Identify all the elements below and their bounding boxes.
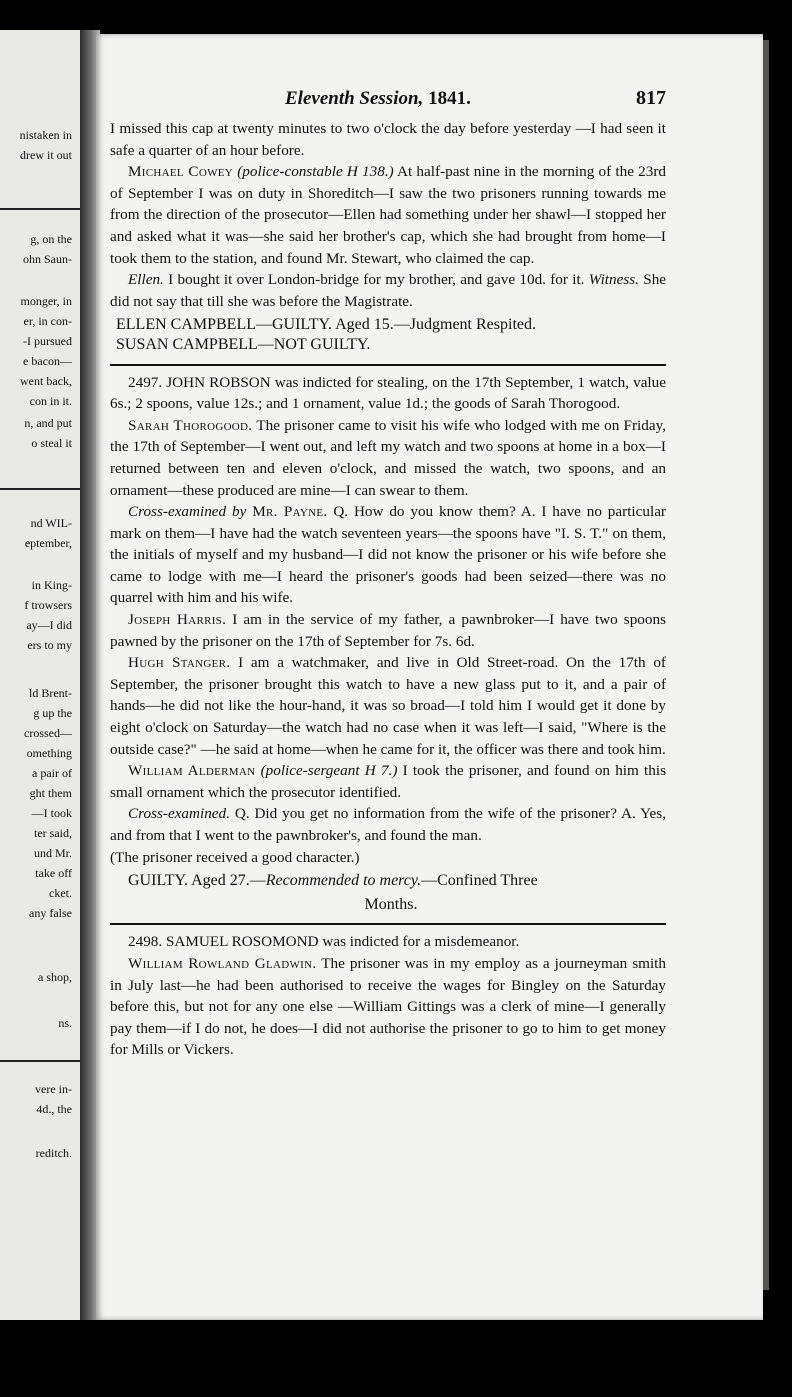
case1-paragraph: I missed this cap at twenty minutes to two o'clock the day before yesterday —I had seen it safe a quarter of an hour before.	[110, 120, 666, 159]
facing-page-fragment: ns.	[58, 1016, 72, 1030]
facing-page-rule	[0, 488, 80, 490]
case2-witness-stanger: Hugh Stanger. I am a watchmaker, and live in Old Street-road. On the 17th of September, the prisoner brought this watch to have a new glass put to it, and a pair of hands—he did not like the hour-hand, it was so broad—I told him I would get it done by eight o'clock on Saturday—the watch had no case when it was left—I said, "Where is the outside case?" —he said at home—when he came for it, the officer was there and took him.	[110, 654, 666, 758]
facing-page-fragment: crossed—	[24, 726, 72, 740]
facing-page-fragment: —I took	[31, 806, 72, 820]
facing-page-fragment: ter said,	[34, 826, 72, 840]
facing-page-fragment: reditch.	[35, 1146, 72, 1160]
case2-witness-alderman: William Alderman (police-sergeant H 7.) I took the prisoner, and found on him this small ornament which the prosecutor identified.	[110, 762, 666, 801]
page-number: 817	[636, 87, 666, 109]
facing-page-fragment: went back,	[20, 374, 72, 388]
facing-page-fragment: ers to my	[27, 638, 72, 652]
case-divider	[110, 364, 666, 366]
facing-page-fragment: n, and put	[24, 416, 72, 430]
facing-page-rule	[0, 208, 80, 210]
facing-page-fragment: f trowsers	[24, 598, 72, 612]
facing-page-fragment: drew it out	[20, 148, 72, 162]
facing-page-fragment: eptember,	[24, 536, 72, 550]
facing-page-fragment: ld Brent-	[29, 686, 72, 700]
case2-indictment: 2497. JOHN ROBSON was indicted for stealing, on the 17th September, 1 watch, value 6s.; 2 spoons, value 12s.; and 1 ornament, value 1d.; the goods of Sarah Thorogood.	[110, 373, 666, 413]
facing-page-fragment: nd WIL-	[30, 516, 72, 530]
facing-page-fragment: any false	[29, 906, 72, 920]
verdict-susan: SUSAN CAMPBELL—NOT GUILTY.	[116, 335, 371, 353]
case-divider-2	[110, 923, 666, 925]
case2-witness-harris: Joseph Harris. I am in the service of my father, a pawnbroker—I have two spoons pawned by the prisoner on the 17th of September for 7s. 6d.	[110, 611, 666, 650]
case2-cross-examination-2: Cross-examined. Q. Did you get no information from the wife of the prisoner? A. Yes, and from that I went to the pawnbroker's, and found the man.	[110, 805, 666, 844]
case2-verdict: GUILTY. Aged 27.—Recommended to mercy.—Confined Three	[128, 872, 538, 890]
facing-page-fragment: in King-	[31, 578, 72, 592]
facing-page	[0, 30, 80, 1320]
running-header	[110, 88, 666, 118]
facing-page-fragment: a pair of	[32, 766, 72, 780]
facing-page-fragment: ght them	[29, 786, 72, 800]
page-edge	[763, 40, 769, 1290]
facing-page-fragment: g up the	[33, 706, 72, 720]
facing-page-fragment: vere in-	[35, 1082, 72, 1096]
facing-page-fragment: cket.	[49, 886, 72, 900]
case1-ellen: Ellen. I bought it over London-bridge for my brother, and gave 10d. for it. Witness. She did not say that till she was before the Magistrate.	[110, 271, 667, 310]
case2-cross-examination: Cross-examined by Mr. Payne. Q. How do you know them? A. I have no particular mark on them—I have had the watch seventeen years—the spoons have "I. S. T." on them, the initials of myself and my husband—I did not know the prisoner or his wife before she came to lodge with me—I heard the prisoner's goods had been seized—there was no quarrel with him and his wife.	[110, 503, 666, 607]
case1-witness-cowey: Michael Cowey (police-constable H 138.) At half-past nine in the morning of the 23rd of September I was on duty in Shoreditch—I saw the two prisoners running towards me from the direction of the prosecutor—Ellen had something under her shawl—I stopped her and asked what it was—she said her brother's cap, which she had brought from home—I took them to the station, and found Mr. Stewart, who claimed the cap.	[110, 163, 666, 267]
facing-page-fragment: e bacon—	[23, 354, 72, 368]
facing-page-fragment: omething	[26, 746, 72, 760]
facing-page-fragment: ay—I did	[26, 618, 72, 632]
facing-page-fragment: ohn Saun-	[23, 252, 72, 266]
header-title: Eleventh Session, 1841.	[285, 88, 471, 109]
facing-page-fragment: 4d., the	[36, 1102, 72, 1116]
facing-page-fragment: er, in con-	[23, 314, 72, 328]
facing-page-fragment: o steal it	[31, 436, 72, 450]
facing-page-fragment: a shop,	[38, 970, 72, 984]
case3-indictment: 2498. SAMUEL ROSOMOND was indicted for a misdemeanor.	[128, 933, 520, 951]
facing-page-fragment: nistaken in	[19, 128, 72, 142]
case2-witness-thorogood: Sarah Thorogood. The prisoner came to visit his wife who lodged with me on Friday, the 17th of September—I went out, and left my watch and two spoons at home in a box—I returned between ten and eleven o'clock, and missed the watch, two spoons, and an ornament—these produced are mine—I can swear to them.	[110, 416, 666, 499]
facing-page-fragment: con in it.	[29, 394, 72, 408]
case3-witness-gladwin: William Rowland Gladwin. The prisoner was in my employ as a journeyman smith in July last—he had been authorised to receive the wages for Bingley on the Saturday before this, but not for any one else —William Gittings was a clerk of mine—I generally pay them—if I do not, he does—I did not authorise the prisoner to go to him to get money for Mills or Vickers.	[110, 954, 666, 1059]
page-content	[110, 88, 666, 1061]
facing-page-fragment: take off	[35, 866, 72, 880]
verdict-ellen: ELLEN CAMPBELL—GUILTY. Aged 15.—Judgment Respited.	[116, 316, 536, 334]
facing-page-fragment: monger, in	[20, 294, 72, 308]
case2-verdict-months: Months.	[364, 895, 418, 913]
case2-character: (The prisoner received a good character.)	[110, 848, 360, 866]
facing-page-fragment: g, on the	[30, 232, 72, 246]
facing-page-rule	[0, 1060, 80, 1062]
facing-page-fragment: und Mr.	[33, 846, 72, 860]
facing-page-fragment: -I pursued	[23, 334, 72, 348]
